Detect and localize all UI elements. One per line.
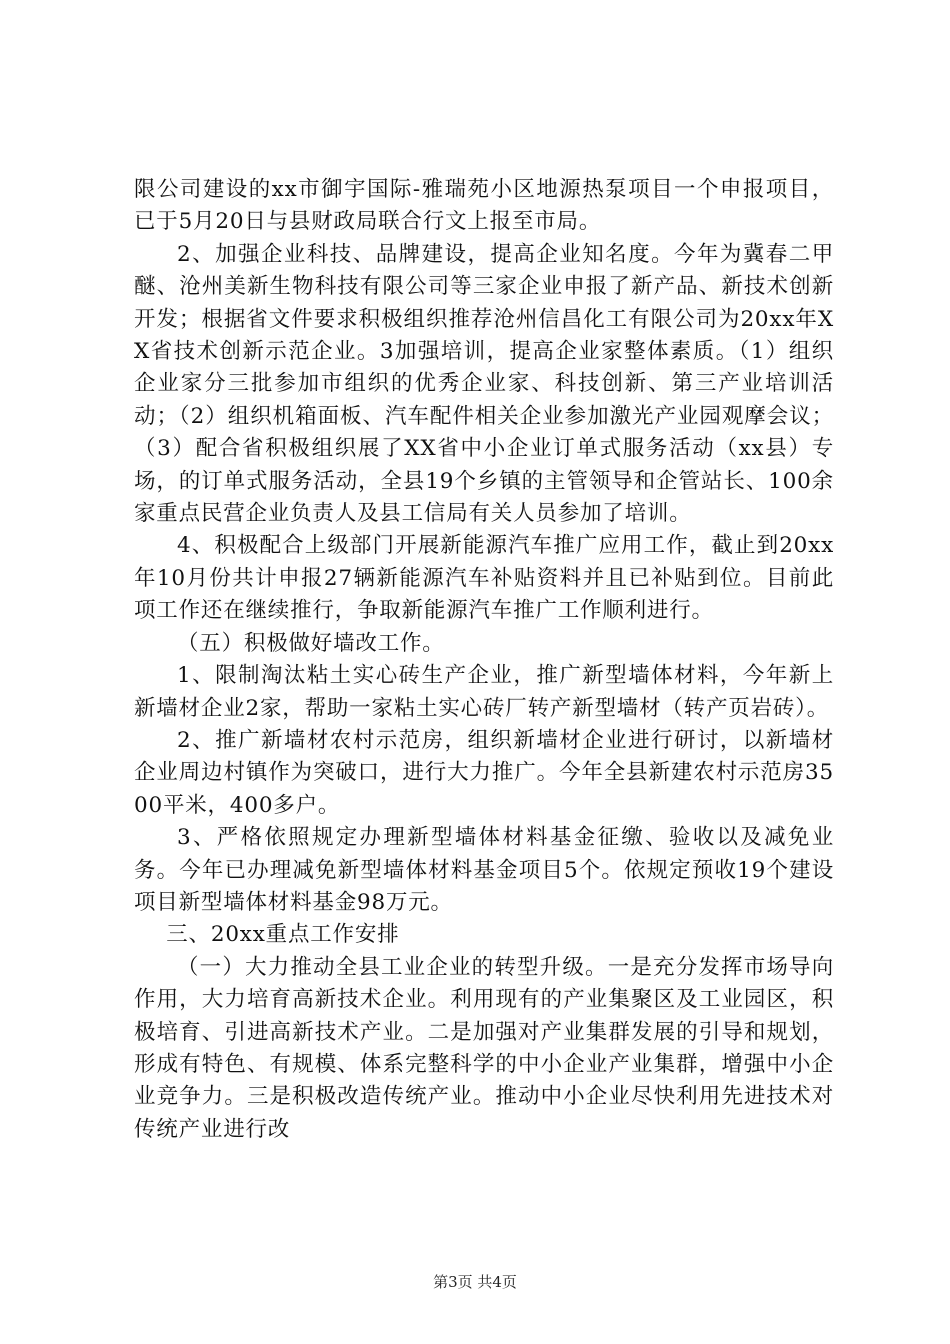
section-heading-3: 三、20xx重点工作安排 bbox=[166, 922, 400, 948]
paragraph-1: 限公司建设的xx市御宇国际-雅瑞苑小区地源热泵项目一个申报项目，已于5月20日与县财政局联合行文上报至市局。 bbox=[134, 177, 834, 235]
paragraph-5: 2、推广新墙材农村示范房，组织新墙材企业进行研讨，以新墙材企业周边村镇作为突破口，进行大力推广。今年全县新建农村示范房3500平米，400多户。 bbox=[134, 727, 834, 818]
paragraph-7: （一）大力推动全县工业企业的转型升级。一是充分发挥市场导向作用，大力培育高新技术企业。利用现有的产业集聚区及工业园区，积极培育、引进高新技术产业。二是加强对产业集群发展的引导和规划，形成有特色、有规模、体系完整科学的中小企业产业集群，增强中小企业竞争力。三是积极改造传统产业。推动中小企业尽快利用先进技术对传统产业进行改 bbox=[134, 954, 834, 1142]
section-heading-5: （五）积极做好墙改工作。 bbox=[177, 630, 445, 656]
document-body bbox=[134, 174, 834, 1146]
page-number-label: 第3页 共4页 bbox=[433, 1273, 517, 1291]
paragraph-3: 4、积极配合上级部门开展新能源汽车推广应用工作，截止到20xx年10月份共计申报27辆新能源汽车补贴资料并且已补贴到位。目前此项工作还在继续推行，争取新能源汽车推广工作顺利进行。 bbox=[134, 533, 834, 624]
page-footer bbox=[0, 1272, 950, 1292]
paragraph-6: 3、严格依照规定办理新型墙体材料基金征缴、验收以及减免业务。今年已办理减免新型墙体材料基金项目5个。依规定预收19个建设项目新型墙体材料基金98万元。 bbox=[134, 825, 834, 915]
paragraph-4: 1、限制淘汰粘土实心砖生产企业，推广新型墙体材料，今年新上新墙材企业2家，帮助一家粘土实心砖厂转产新型墙材（转产页岩砖）。 bbox=[134, 663, 834, 721]
paragraph-2: 2、加强企业科技、品牌建设，提高企业知名度。今年为冀春二甲醚、沧州美新生物科技有限公司等三家企业申报了新产品、新技术创新开发；根据省文件要求积极组织推荐沧州信昌化工有限公司为20xx年XX省技术创新示范企业。3加强培训，提高企业家整体素质。（1）组织企业家分三批参加市组织的优秀企业家、科技创新、第三产业培训活动；（2）组织机箱面板、汽车配件相关企业参加激光产业园观摩会议；（3）配合省积极组织展了XX省中小企业订单式服务活动（xx县）专场，的订单式服务活动，全县19个乡镇的主管领导和企管站长、100余家重点民营企业负责人及县工信局有关人员参加了培训。 bbox=[134, 241, 834, 527]
